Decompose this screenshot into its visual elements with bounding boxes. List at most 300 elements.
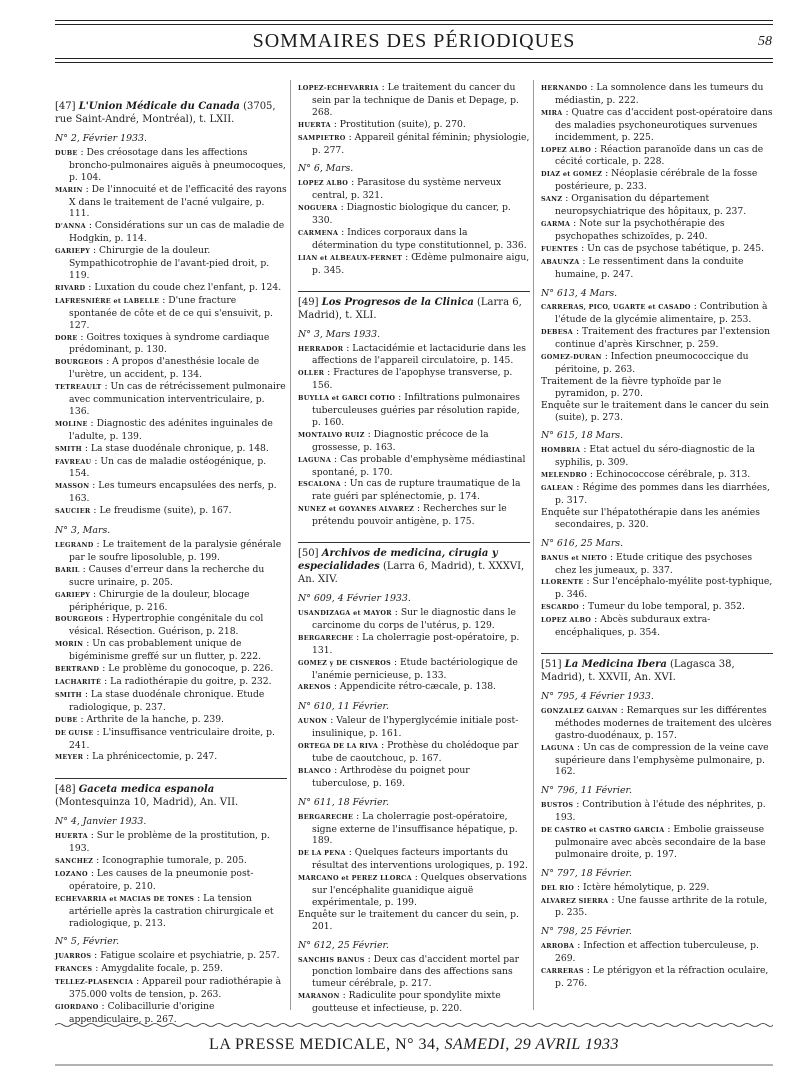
article-title: Etude critique des psychoses chez les jumeaux, p. 337. — [555, 551, 753, 576]
article-entry: SANZ : Organisation du département neuropsychiatrique des hôpitaux, p. 237. — [541, 193, 747, 218]
article-title: Traitement des fractures par l'extension continue d'après Kirschner, p. 259. — [555, 326, 771, 351]
article-author: GOMEZ-DURAN — [541, 353, 602, 362]
article-author: LEGRAND — [55, 541, 94, 549]
article-author: SAUCIER — [55, 507, 91, 516]
article-author: LIAN et ALBEAUX-FERNET — [298, 253, 403, 262]
journal-heading — [298, 296, 530, 322]
article-title: Un cas de compression de la veine cave supérieure dans l'emphysème pulmonaire, p. 162. — [555, 741, 769, 778]
article-author: ESCALONA — [298, 480, 341, 489]
article-entry: HOMBRIA : Etat actuel du séro-diagnostic de la syphilis, p. 309. — [541, 444, 755, 469]
article-entry: SANCHIS BANUS : Deux cas d'accident mortel par ponction lombaire dans des affections sans tumeur cérébrale, p. 217. — [298, 953, 520, 990]
column-1 — [55, 96, 287, 1026]
article-title: Un cas de rupture traumatique de la rate guéri par splénectomie, p. 174. — [312, 478, 521, 503]
article-title: Sur le diagnostic dans le carcinome du corps de l'utérus, p. 129. — [312, 607, 516, 631]
article-title: L'insuffisance ventriculaire droite, p. 241. — [69, 726, 275, 751]
article-author: DE CASTRO et CASTRO GARCIA — [541, 826, 665, 835]
article-title: Note sur la psychothérapie des psychopathes schizoïdes, p. 240. — [555, 217, 725, 242]
issue-heading: N° 795, 4 Février 1933. — [541, 690, 654, 702]
article-entry: LAGUNA : Cas probable d'emphysème médiastinal spontané, p. 170. — [298, 453, 526, 478]
article-author: GARIEPY — [55, 590, 91, 599]
article-entry: MORIN : Un cas probablement unique de bigéminisme greffé sur un flutter, p. 222. — [55, 638, 261, 663]
article-title: Remarques sur les différentes méthodes modernes de traitement des ulcères gastro-duodénaux, p. 157. — [555, 704, 772, 741]
journal-details: (Montesquinza 10, Madrid), An. VII. — [55, 797, 239, 809]
article-entry: MOLINE : Diagnostic des adénites inguinales de l'adulte, p. 139. — [55, 417, 273, 442]
article-author: MIRA — [541, 108, 563, 117]
article-entry: GIORDANO : Colibacillurie d'origine appendiculaire, p. 267. — [55, 1001, 215, 1025]
article-entry: LLORENTE : Sur l'encéphalo-myélite post-typhique, p. 346. — [541, 576, 773, 601]
article-entry: BERGARECHE : La cholerragie post-opératoire, p. 131. — [298, 631, 520, 656]
article-title: Etude bactériologique de l'anémie pernicieuse, p. 133. — [312, 656, 518, 681]
article-title: Régime des pommes dans les diarrhées, p. 317. — [555, 482, 770, 506]
article-title: Un cas probablement unique de bigéminisme greffé sur un flutter, p. 222. — [69, 638, 261, 663]
article-entry: GALEAN : Régime des pommes dans les diarrhées, p. 317. — [541, 482, 770, 506]
article-title: Sur l'encéphalo-myélite post-typhique, p. 346. — [555, 576, 773, 601]
article-entry: ECHEVARRIA et MACIAS DE TONES : La tension artérielle après la castration chirurgicale et radiologique, p. 213. — [55, 892, 274, 929]
article-entry: DUBE : Des créosotage dans les affections broncho-pulmonaires aiguës à pneumocoques, p. 104. — [55, 146, 286, 183]
journal-number: [48] — [55, 784, 76, 796]
article-title: Etat actuel du séro-diagnostic de la syphilis, p. 309. — [555, 444, 755, 469]
article-author: MOLINE — [55, 419, 88, 428]
article-author: SMITH — [55, 690, 82, 699]
article-entry: GARIEPY : Chirurgie de la douleur. Sympathicotrophie de l'avant-pied droit, p. 119. — [55, 245, 270, 281]
article-entry: OLLER : Fractures de l'apophyse transverse, p. 156. — [298, 367, 513, 392]
article-entry: DEBESA : Traitement des fractures par l'extension continue d'après Kirschner, p. 259. — [541, 326, 771, 351]
article-author: MARANON — [298, 992, 340, 1001]
article-title: Le ptérigyon et la réfraction oculaire, p. 276. — [555, 965, 769, 989]
article-author: DE GUISE — [55, 728, 94, 737]
journal-heading — [298, 547, 530, 586]
journal-details: (Lagasca 38, Madrid), t. XXVII, An. XVI. — [541, 658, 735, 683]
top-rule — [55, 20, 773, 21]
article-title: Le ressentiment dans la conduite humaine, p. 247. — [555, 255, 744, 280]
article-entry: D'ANNA : Considérations sur un cas de maladie de Hodgkin, p. 114. — [55, 220, 285, 245]
journal-details: (Larra 6, Madrid), t. XLI. — [298, 296, 522, 321]
article-entry: NOGUERA : Diagnostic biologique du cancer, p. 330. — [298, 202, 511, 227]
article-entry: HERRADOR : Lactacidémie et lactacidurie dans les affections de l'appareil circulatoire, p. 145. — [298, 342, 526, 367]
article-entry: LOPEZ-ECHEVARRIA : Le traitement du cancer du sein par la technique de Danis et Depage, p. 268. — [298, 82, 519, 118]
journal-number: [47] — [55, 101, 76, 112]
article-author: CARRERAS, PICO, UGARTE et CASADO — [541, 303, 691, 312]
article-entry: ARENOS : Appendicite rétro-cæcale, p. 138. — [298, 681, 496, 693]
article-author: GONZALEZ GALVAN — [541, 706, 618, 715]
article-author: LAFRESNIÈRE et LABELLE — [55, 296, 160, 305]
article-author: DORE — [55, 333, 78, 342]
issue-heading: N° 797, 18 Février. — [541, 867, 632, 879]
article-author: DUBE — [55, 715, 78, 724]
article-title: Prostitution (suite), p. 270. — [339, 118, 466, 130]
article-entry: CARRERAS : Le ptérigyon et la réfraction oculaire, p. 276. — [541, 965, 769, 989]
article-title: Ictère hémolytique, p. 229. — [583, 881, 710, 893]
article-title: La somnolence dans les tumeurs du médiastin, p. 222. — [555, 82, 764, 106]
article-author: ARROBA — [541, 942, 575, 951]
article-author: ECHEVARRIA et MACIAS DE TONES — [55, 894, 195, 903]
article-entry: CARMENA : Indices corporaux dans la détermination du type constitutionnel, p. 336. — [298, 226, 527, 251]
article-title: Les tumeurs encapsulées des nerfs, p. 163. — [69, 480, 277, 505]
article-title: Recherches sur le prétendu pouvoir antigène, p. 175. — [312, 503, 507, 528]
article-author: DIAZ et GOMEZ — [541, 170, 603, 179]
issue-heading: N° 5, Février. — [55, 936, 120, 948]
issue-heading: N° 615, 18 Mars. — [541, 430, 624, 442]
article-author: JUARROS — [55, 952, 92, 961]
article-entry: GARIEPY : Chirurgie de la douleur, blocage périphérique, p. 216. — [55, 588, 250, 613]
article-author: CARMENA — [298, 228, 339, 237]
journal-number: [50] — [298, 548, 319, 560]
article-entry: LAFRESNIÈRE et LABELLE : D'une fracture spontanée de côte et de ce qui s'ensuivit, p. 127. — [55, 294, 273, 331]
article-entry: GOMEZ-DURAN : Infection pneumococcique du péritoine, p. 263. — [541, 351, 749, 375]
article-author: ARENOS — [298, 683, 331, 692]
article-author: TETREAULT — [55, 383, 102, 392]
article-title: Amygdalite focale, p. 259. — [101, 963, 223, 975]
footer-ornament-rule — [55, 1022, 773, 1028]
article-author: MARIN — [55, 185, 83, 194]
article-title: Arthrodèse du poignet pour tuberculose, p. 169. — [312, 764, 470, 789]
journal-heading — [55, 783, 287, 809]
article-entry: MASSON : Les tumeurs encapsulées des nerfs, p. 163. — [55, 480, 277, 505]
article-author: NUNEZ et GOYANES ALVAREZ — [298, 505, 415, 514]
article-author: MELENDRO — [541, 471, 587, 480]
article-entry: SAUCIER : Le freudisme (suite), p. 167. — [55, 505, 232, 517]
article-entry: MIRA : Quatre cas d'accident post-opératoire dans des maladies psychoneurotiques survenues incidemment, p. 225. — [541, 106, 773, 143]
article-author: GALEAN — [541, 484, 574, 493]
article-title: Deux cas d'accident mortel par ponction lombaire dans des affections sans tumeur cérébrale, p. 217. — [312, 953, 520, 990]
article-title: De l'innocuité et de l'efficacité des rayons X dans le traitement de l'acné vulgaire, p. 111. — [69, 183, 287, 220]
article-entry: MEYER : La phrénicectomie, p. 247. — [55, 751, 218, 763]
article-author: GIORDANO — [55, 1003, 99, 1011]
article-title: Réaction paranoïde dans un cas de cécité corticale, p. 228. — [555, 143, 764, 168]
article-title: Contribution à l'étude de la glycémie alimentaire, p. 253. — [555, 301, 768, 326]
article-title: Iconographie tumorale, p. 205. — [102, 855, 247, 867]
article-entry: BOURGEOIS : A propos d'anesthésie locale de l'urètre, un accident, p. 134. — [55, 356, 260, 381]
article-author: ALVAREZ SIERRA — [541, 896, 609, 905]
article-title: Luxation du coude chez l'enfant, p. 124. — [94, 281, 282, 293]
issue-heading: N° 611, 18 Février. — [298, 796, 389, 808]
article-entry: SAMPIETRO : Appareil génital féminin; physiologie, p. 277. — [298, 131, 530, 156]
article-author: LAGUNA — [541, 743, 575, 752]
article-title: Un cas de psychose tabétique, p. 245. — [587, 242, 765, 254]
article-entry: FUENTES : Un cas de psychose tabétique, p. 245. — [541, 242, 765, 254]
article-author: BOURGEOIS — [55, 358, 104, 367]
article-entry: GONZALEZ GALVAN : Remarques sur les différentes méthodes modernes de traitement des ulcères gastro-duodénaux, p. 157. — [541, 704, 772, 741]
article-title: Abcès subduraux extra-encéphaliques, p. 354. — [555, 614, 711, 639]
article-entry: LIAN et ALBEAUX-FERNET : Œdème pulmonaire aigu, p. 345. — [298, 251, 530, 276]
article-entry: DE GUISE : L'insuffisance ventriculaire droite, p. 241. — [55, 726, 275, 751]
journal-heading — [541, 658, 773, 684]
article-author: SANCHEZ — [55, 857, 94, 866]
page-title: SOMMAIRES DES PÉRIODIQUES — [252, 30, 576, 52]
article-title: Le problème du gonocoque, p. 226. — [108, 663, 274, 675]
article-author: RIVARD — [55, 283, 86, 292]
article-entry: Enquête sur l'hépatothérapie dans les anémies secondaires, p. 320. — [541, 506, 760, 530]
article-author: BANUS et NIETO — [541, 553, 608, 562]
article-entry: MONTALVO RUIZ : Diagnostic précoce de la grossesse, p. 163. — [298, 428, 489, 453]
article-title: Cas probable d'emphysème médiastinal spontané, p. 170. — [312, 453, 526, 478]
article-author: BLANCO — [298, 766, 332, 775]
article-entry: ABAUNZA : Le ressentiment dans la conduite humaine, p. 247. — [541, 255, 744, 280]
article-title: Diagnostic précoce de la grossesse, p. 163. — [312, 428, 489, 453]
article-author: LAGUNA — [298, 455, 332, 464]
article-author: BARIL — [55, 565, 80, 574]
article-author: LLORENTE — [541, 578, 584, 587]
article-author: FUENTES — [541, 244, 579, 253]
issue-heading: N° 3, Mars 1933. — [298, 328, 381, 340]
article-entry: SMITH : La stase duodénale chronique, p. 148. — [55, 442, 269, 454]
article-entry: Enquête sur le traitement du cancer du sein, p. 201. — [298, 908, 519, 932]
journal-details: (3705, rue Saint-André, Montréal), t. LXII. — [55, 101, 276, 125]
article-title: Appendicite rétro-cæcale, p. 138. — [339, 681, 496, 693]
section-divider — [55, 778, 287, 779]
article-author: BERGARECHE — [298, 812, 354, 821]
issue-heading: N° 609, 4 Février 1933. — [298, 593, 411, 605]
footer-journal: LA PRESSE MEDICALE, N° 34, — [209, 1036, 441, 1053]
article-title: Quelques facteurs importants du résultat des interventions urologiques, p. 192. — [312, 847, 528, 872]
article-title: Diagnostic des adénites inguinales de l'adulte, p. 139. — [69, 417, 273, 442]
journal-number: [49] — [298, 296, 319, 308]
issue-heading: N° 796, 11 Février. — [541, 785, 632, 797]
journal-name: L'Union Médicale du Canada — [78, 101, 240, 112]
article-author: GARIEPY — [55, 247, 91, 256]
article-entry: MARIN : De l'innocuité et de l'efficacité des rayons X dans le traitement de l'acné vulgaire, p. 111. — [55, 183, 287, 220]
article-entry: TETREAULT : Un cas de rétrécissement pulmonaire avec communication interventriculaire, p. 136. — [55, 381, 286, 417]
article-author: LOPEZ-ECHEVARRIA — [298, 84, 379, 92]
article-title: Causes d'erreur dans la recherche du sucre urinaire, p. 205. — [69, 563, 265, 588]
article-entry: BLANCO : Arthrodèse du poignet pour tuberculose, p. 169. — [298, 764, 470, 789]
article-title: Des créosotage dans les affections broncho-pulmonaires aiguës à pneumocoques, p. 104. — [69, 146, 286, 183]
article-author: AUNON — [298, 717, 328, 726]
article-title: Parasitose du système nerveux central, p. 321. — [312, 177, 502, 202]
article-entry: LOPEZ ALBO : Abcès subduraux extra-encéphaliques, p. 354. — [541, 614, 711, 639]
article-author: FRANCES — [55, 965, 93, 974]
article-title: La cholerragie post-opératoire, signe externe de l'insuffisance hépatique, p. 189. — [312, 810, 518, 847]
article-entry: LACHARITÉ : La radiothérapie du goitre, p. 232. — [55, 675, 272, 687]
issue-heading: N° 4, Janvier 1933. — [55, 816, 147, 828]
top-rule-double — [55, 24, 773, 25]
issue-heading: N° 612, 25 Février. — [298, 939, 389, 951]
article-author: HOMBRIA — [541, 446, 581, 455]
article-author: HERRADOR — [298, 344, 344, 353]
article-title: Hypertrophie congénitale du col vésical. Résection. Guérison, p. 218. — [69, 613, 264, 638]
issue-heading: N° 616, 25 Mars. — [541, 537, 624, 549]
issue-heading: N° 798, 25 Février. — [541, 926, 632, 938]
article-entry: NUNEZ et GOYANES ALVAREZ : Recherches sur le prétendu pouvoir antigène, p. 175. — [298, 503, 507, 528]
article-author: DEL RIO — [541, 883, 575, 892]
article-title: Néoplasie cérébrale de la fosse postérieure, p. 233. — [555, 168, 758, 193]
article-author: USANDIZAGA et MAYOR — [298, 609, 392, 617]
article-author: ORTEGA DE LA RIVA — [298, 742, 379, 751]
article-title: Tumeur du lobe temporal, p. 352. — [588, 601, 745, 613]
article-author: MASSON — [55, 482, 90, 491]
article-author: HUERTA — [298, 120, 331, 129]
article-title: Valeur de l'hyperglycémie initiale post-insulinique, p. 161. — [312, 715, 519, 740]
article-entry: ARROBA : Infection et affection tuberculeuse, p. 269. — [541, 940, 759, 965]
article-title: Fatigue scolaire et psychiatrie, p. 257. — [100, 950, 280, 962]
article-entry: DE CASTRO et CASTRO GARCIA : Embolie graisseuse pulmonaire avec abcès secondaire de la base pulmonaire droite, p. 197. — [541, 824, 766, 860]
issue-heading: N° 613, 4 Mars. — [541, 287, 618, 299]
article-author: SMITH — [55, 444, 82, 453]
article-title: Le freudisme (suite), p. 167. — [99, 505, 232, 517]
article-title: Œdème pulmonaire aigu, p. 345. — [312, 251, 530, 276]
article-title: Contribution à l'étude des néphrites, p. 193. — [555, 799, 766, 824]
article-title: Le traitement du cancer du sein par la technique de Danis et Depage, p. 268. — [312, 82, 519, 118]
column-divider — [290, 80, 291, 1010]
article-title: La radiothérapie du goitre, p. 232. — [110, 675, 272, 687]
article-entry: DUBE : Arthrite de la hanche, p. 239. — [55, 713, 224, 725]
article-entry: DIAZ et GOMEZ : Néoplasie cérébrale de la fosse postérieure, p. 233. — [541, 168, 758, 193]
article-title: Un cas de rétrécissement pulmonaire avec communication interventriculaire, p. 136. — [69, 381, 286, 417]
journal-number: [51] — [541, 658, 562, 670]
footer-ornament-rule — [55, 1062, 773, 1068]
article-entry: HUERTA : Prostitution (suite), p. 270. — [298, 118, 466, 130]
article-entry: RIVARD : Luxation du coude chez l'enfant, p. 124. — [55, 281, 282, 293]
article-author: LACHARITÉ — [55, 677, 102, 686]
article-entry: ORTEGA DE LA RIVA : Prothèse du cholédoque par tube de caoutchouc, p. 167. — [298, 740, 519, 764]
article-title: Considérations sur un cas de maladie de Hodgkin, p. 114. — [69, 220, 285, 245]
article-entry: ALVAREZ SIERRA : Une fausse arthrite de la rotule, p. 235. — [541, 894, 768, 919]
article-title: Embolie graisseuse pulmonaire avec abcès secondaire de la base pulmonaire droite, p. 197. — [555, 824, 766, 860]
article-author: GARMA — [541, 219, 571, 228]
article-entry: LOPEZ ALBO : Parasitose du système nerveux central, p. 321. — [298, 177, 502, 202]
article-title: Appareil génital féminin; physiologie, p. 277. — [312, 131, 530, 156]
article-title: Goitres toxiques à syndrome cardiaque prédominant, p. 130. — [69, 331, 270, 356]
article-title: Le traitement de la paralysie générale par le soufre liposoluble, p. 199. — [69, 539, 282, 563]
article-entry: MELENDRO : Echinococcose cérébrale, p. 313. — [541, 469, 751, 481]
article-author: MONTALVO RUIZ — [298, 430, 365, 439]
section-divider — [298, 291, 530, 292]
article-author: FAVREAU — [55, 457, 92, 466]
issue-heading: N° 6, Mars. — [298, 163, 354, 175]
article-entry: GOMEZ y DE CISNEROS : Etude bactériologique de l'anémie pernicieuse, p. 133. — [298, 656, 518, 681]
article-title: Chirurgie de la douleur, blocage périphérique, p. 216. — [69, 588, 250, 613]
article-entry: DORE : Goitres toxiques à syndrome cardiaque prédominant, p. 130. — [55, 331, 270, 356]
article-entry: SANCHEZ : Iconographie tumorale, p. 205. — [55, 855, 247, 867]
issue-heading: N° 610, 11 Février. — [298, 701, 389, 713]
article-entry: DE LA PENA : Quelques facteurs importants du résultat des interventions urologiques, p. 192. — [298, 847, 528, 872]
article-entry: BARIL : Causes d'erreur dans la recherche du sucre urinaire, p. 205. — [55, 563, 265, 588]
article-title: La phrénicectomie, p. 247. — [92, 751, 218, 763]
article-title: Quatre cas d'accident post-opératoire dans des maladies psychoneurotiques survenues incidemment, p. 225. — [555, 106, 773, 143]
journal-name: Archivos de medicina, cirugia y especialidades — [298, 548, 498, 573]
article-author: LOZANO — [55, 869, 88, 878]
article-author: LOPEZ ALBO — [541, 616, 592, 625]
article-author: LOPEZ ALBO — [298, 179, 349, 188]
article-entry: GARMA : Note sur la psychothérapie des psychopathes schizoïdes, p. 240. — [541, 217, 725, 242]
article-title: La stase duodénale chronique. Etude radiologique, p. 237. — [69, 688, 265, 713]
article-author: DUBE — [55, 148, 78, 157]
article-entry: Traitement de la fièvre typhoïde par le pyramidon, p. 270. — [541, 375, 722, 399]
article-title: Arthrite de la hanche, p. 239. — [86, 713, 224, 725]
article-author: BOURGEOIS — [55, 615, 104, 624]
article-title: Infiltrations pulmonaires tuberculeuses guéries par résolution rapide, p. 160. — [312, 392, 520, 428]
article-entry: DEL RIO : Ictère hémolytique, p. 229. — [541, 881, 710, 893]
article-title: Diagnostic biologique du cancer, p. 330. — [312, 202, 511, 227]
article-author: CARRERAS — [541, 967, 584, 976]
section-divider — [298, 542, 530, 543]
footer — [55, 1036, 773, 1054]
article-entry: ESCARDO : Tumeur du lobe temporal, p. 352. — [541, 601, 745, 613]
journal-name: Gaceta medica espanola — [78, 784, 215, 796]
page-number: 58 — [758, 34, 772, 49]
article-author: DE LA PENA — [298, 849, 346, 858]
article-entry: MARCANO et PEREZ LLORCA : Quelques observations sur l'encéphalite guanidique aiguë expérimentale, p. 199. — [298, 872, 527, 908]
article-title: D'une fracture spontanée de côte et de ce qui s'ensuivit, p. 127. — [69, 294, 273, 331]
article-author: TELLEZ-PLASENCIA — [55, 978, 134, 987]
article-entry: JUARROS : Fatigue scolaire et psychiatrie, p. 257. — [55, 950, 280, 962]
issue-heading: N° 2, Février 1933. — [55, 133, 147, 144]
article-author: ESCARDO — [541, 603, 580, 612]
article-title: A propos d'anesthésie locale de l'urètre, un accident, p. 134. — [69, 356, 260, 381]
article-title: Appareil pour radiothérapie à 375.000 volts de tension, p. 263. — [69, 976, 282, 1001]
article-author: SANCHIS BANUS — [298, 955, 365, 964]
article-author: GOMEZ y DE CISNEROS — [298, 658, 392, 667]
article-author: D'ANNA — [55, 222, 86, 231]
article-author: MORIN — [55, 640, 84, 649]
article-entry: CARRERAS, PICO, UGARTE et CASADO : Contribution à l'étude de la glycémie alimentaire, p. 253. — [541, 301, 768, 326]
article-entry: FAVREAU : Un cas de maladie ostéogénique, p. 154. — [55, 455, 267, 480]
section-divider — [541, 653, 773, 654]
article-author: DEBESA — [541, 328, 574, 337]
article-author: BUSTOS — [541, 801, 574, 810]
article-title: La cholerragie post-opératoire, p. 131. — [312, 631, 520, 656]
article-entry: BUYLLA et GARCI COTIO : Infiltrations pulmonaires tuberculeuses guéries par résolution rapide, p. 160. — [298, 392, 520, 428]
article-author: BERGARECHE — [298, 633, 354, 642]
article-entry: LOPEZ ALBO : Réaction paranoïde dans un cas de cécité corticale, p. 228. — [541, 143, 764, 168]
article-author: BUYLLA et GARCI COTIO — [298, 394, 396, 403]
article-entry: LAGUNA : Un cas de compression de la veine cave supérieure dans l'emphysème pulmonaire, p. 162. — [541, 741, 769, 778]
header-rule — [55, 58, 773, 59]
journal-name: La Medicina Ibera — [564, 658, 667, 670]
article-entry: FRANCES : Amygdalite focale, p. 259. — [55, 963, 223, 975]
article-author: LOPEZ ALBO — [541, 145, 592, 154]
article-entry: BERGARECHE : La cholerragie post-opératoire, signe externe de l'insuffisance hépatique, p. 189. — [298, 810, 518, 847]
header-rule-double — [55, 62, 773, 63]
article-author: SANZ — [541, 195, 563, 204]
article-title: Organisation du département neuropsychiatrique des hôpitaux, p. 237. — [555, 193, 747, 218]
article-title: Infection et affection tuberculeuse, p. 269. — [555, 940, 759, 965]
article-author: MARCANO et PEREZ LLORCA — [298, 874, 412, 883]
article-title: La tension artérielle après la castration chirurgicale et radiologique, p. 213. — [69, 892, 274, 929]
article-entry: MARANON : Radiculite pour spondylite mixte goutteuse et infectieuse, p. 220. — [298, 990, 501, 1015]
article-title: Lactacidémie et lactacidurie dans les affections de l'appareil circulatoire, p. 145. — [312, 342, 526, 367]
article-title: Un cas de maladie ostéogénique, p. 154. — [69, 455, 267, 480]
article-entry: LOZANO : Les causes de la pneumonie post-opératoire, p. 210. — [55, 867, 254, 892]
article-title: La stase duodénale chronique, p. 148. — [90, 442, 269, 454]
article-title: Indices corporaux dans la détermination du type constitutionnel, p. 336. — [312, 226, 527, 251]
article-title: Radiculite pour spondylite mixte goutteuse et infectieuse, p. 220. — [312, 990, 501, 1015]
article-title: Colibacillurie d'origine appendiculaire, p. 267. — [69, 1001, 215, 1025]
article-title: Une fausse arthrite de la rotule, p. 235. — [555, 894, 768, 919]
journal-name: Los Progresos de la Clinica — [321, 296, 474, 308]
article-title: Les causes de la pneumonie post-opératoire, p. 210. — [69, 867, 254, 892]
column-divider — [533, 80, 534, 1010]
article-entry: BANUS et NIETO : Etude critique des psychoses chez les jumeaux, p. 337. — [541, 551, 753, 576]
article-title: Quelques observations sur l'encéphalite guanidique aiguë expérimentale, p. 199. — [312, 872, 527, 908]
article-author: OLLER — [298, 369, 325, 378]
journal-details: (Larra 6, Madrid), t. XXXVI, An. XIV. — [298, 561, 525, 586]
article-entry: ESCALONA : Un cas de rupture traumatique de la rate guéri par splénectomie, p. 174. — [298, 478, 521, 503]
article-entry: SMITH : La stase duodénale chronique. Etude radiologique, p. 237. — [55, 688, 265, 713]
article-entry: AUNON : Valeur de l'hyperglycémie initiale post-insulinique, p. 161. — [298, 715, 519, 740]
article-title: Prothèse du cholédoque par tube de caoutchouc, p. 167. — [312, 740, 519, 764]
article-entry: USANDIZAGA et MAYOR : Sur le diagnostic dans le carcinome du corps de l'utérus, p. 129. — [298, 607, 516, 631]
column-3 — [541, 82, 773, 990]
journal-heading — [55, 100, 287, 126]
article-title: Echinococcose cérébrale, p. 313. — [595, 469, 751, 481]
article-entry: HERNANDO : La somnolence dans les tumeurs du médiastin, p. 222. — [541, 82, 764, 106]
article-author: HERNANDO — [541, 84, 588, 92]
article-entry: TELLEZ-PLASENCIA : Appareil pour radiothérapie à 375.000 volts de tension, p. 263. — [55, 976, 282, 1001]
footer-date: SAMEDI, 29 AVRIL 1933 — [444, 1036, 619, 1053]
article-title: Infection pneumococcique du péritoine, p. 263. — [555, 351, 749, 375]
article-entry: HUERTA : Sur le problème de la prostitution, p. 193. — [55, 830, 270, 855]
